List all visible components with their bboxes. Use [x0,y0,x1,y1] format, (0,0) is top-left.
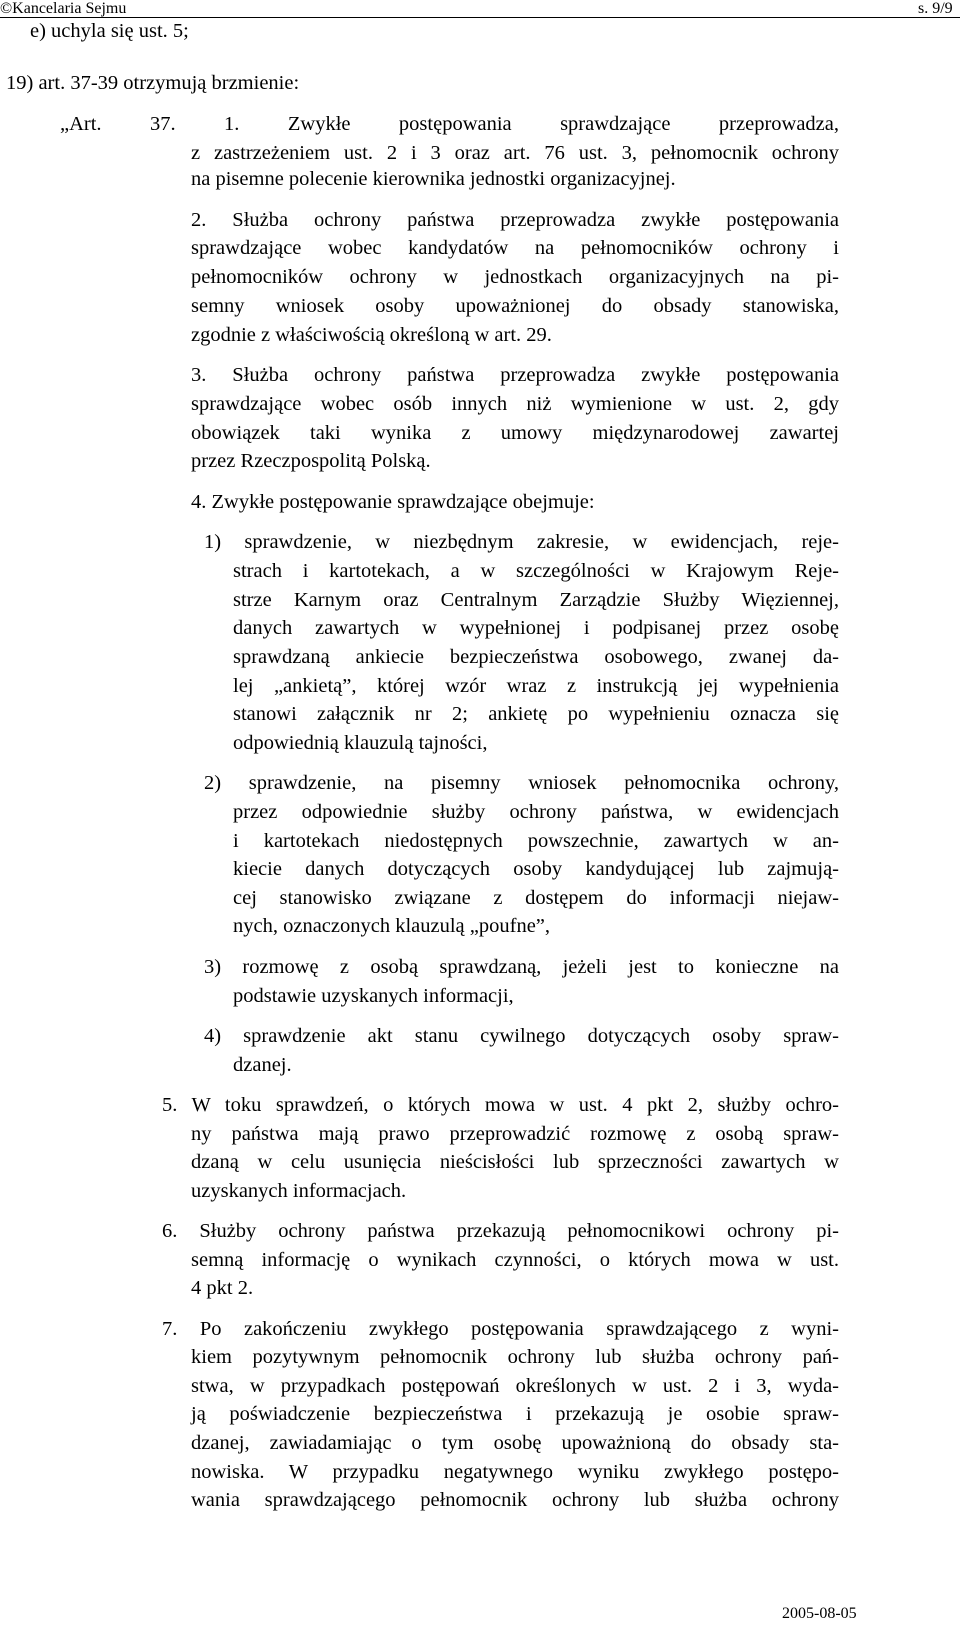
art37-para1-line1: „Art. 37. 1. Zwykłe postępowania sprawdzające przeprowadza, [60,113,839,135]
art37-para5-line2: ny państwa mają prawo przeprowadzić rozmowę z osobą spraw- [191,1123,839,1145]
art37-para7-line2: kiem pozytywnym pełnomocnik ochrony lub służba ochrony pań- [191,1346,839,1368]
art37-para7-line1: 7. Po zakończeniu zwykłego postępowania sprawdzającego z wyni- [162,1318,839,1340]
art37-para7-line5: dzanej, zawiadamiając o tym osobę upoważnioną do obsady sta- [191,1432,839,1454]
footer-date: 2005-08-05 [782,1605,857,1622]
point2-line6: nych, oznaczonych klauzulą „poufne”, [233,915,551,937]
point2-line2: przez odpowiednie służby ochrony państwa, w ewidencjach [233,801,839,823]
point3-line2: podstawie uzyskanych informacji, [233,985,514,1007]
art37-para7-line6: nowiska. W przypadku negatywnego wyniku zwykłego postępo- [191,1461,839,1483]
point2-line1: 2) sprawdzenie, na pisemny wniosek pełnomocnika ochrony, [204,772,839,794]
point4-line2: dzanej. [233,1054,292,1076]
point2-line5: cej stanowisko związane z dostępem do informacji niejaw- [233,887,839,909]
point1-line1: 1) sprawdzenie, w niezbędnym zakresie, w ewidencjach, reje- [204,531,839,553]
art37-para2-line3: pełnomocników ochrony w jednostkach organizacyjnych na pi- [191,266,839,288]
art37-para3-line1: 3. Służba ochrony państwa przeprowadza zwykłe postępowania [191,364,839,386]
art37-para6-line3: 4 pkt 2. [191,1277,254,1299]
art37-para2-line1: 2. Służba ochrony państwa przeprowadza zwykłe postępowania [191,209,839,231]
amendment-point-19: 19) art. 37-39 otrzymują brzmienie: [6,72,300,94]
art37-para3-line2: sprawdzające wobec osób innych niż wymienione w ust. 2, gdy [191,393,839,415]
art37-para2-line2: sprawdzające wobec kandydatów na pełnomocników ochrony i [191,237,839,259]
point1-line2: strach i kartotekach, a w szczególności w Krajowym Reje- [233,560,839,582]
header-source: ©Kancelaria Sejmu [0,0,127,17]
point1-line5: sprawdzaną ankiecie bezpieczeństwa osobowego, zwanej da- [233,646,839,668]
art37-para4-intro: 4. Zwykłe postępowanie sprawdzające obejmuje: [191,491,595,513]
art37-para7-line3: stwa, w przypadkach postępowań określonych w ust. 2 i 3, wyda- [191,1375,839,1397]
art37-para1-line2: z zastrzeżeniem ust. 2 i 3 oraz art. 76 ust. 3, pełnomocnik ochrony [191,142,839,164]
point3-line1: 3) rozmowę z osobą sprawdzaną, jeżeli jest to konieczne na [204,956,839,978]
art37-para7-line4: ją poświadczenie bezpieczeństwa i przekazują je osobie spraw- [191,1403,839,1425]
page-number: s. 9/9 [918,0,953,17]
art37-para6-line2: semną informację o wynikach czynności, o których mowa w ust. [191,1249,839,1271]
amendment-point-e: e) uchyla się ust. 5; [30,20,189,42]
point1-line4: danych zawartych w wypełnionej i podpisanej przez osobę [233,617,839,639]
art37-para5-line1: 5. W toku sprawdzeń, o których mowa w ust. 4 pkt 2, służby ochro- [162,1094,839,1116]
art37-para7-line7: wania sprawdzającego pełnomocnik ochrony lub służba ochrony [191,1489,839,1511]
art37-para3-line3: obowiązek taki wynika z umowy międzynarodowej zawartej [191,422,839,444]
point1-line7: stanowi załącznik nr 2; ankietę po wypełnieniu oznacza się [233,703,839,725]
art37-para5-line3: dzaną w celu usunięcia nieścisłości lub sprzeczności zawartych w [191,1151,839,1173]
art37-para1-line3: na pisemne polecenie kierownika jednostki organizacyjnej. [191,168,676,190]
art37-para2-line4: semny wniosek osoby upoważnionej do obsady stanowiska, [191,295,839,317]
art37-para5-line4: uzyskanych informacjach. [191,1180,407,1202]
point4-line1: 4) sprawdzenie akt stanu cywilnego dotyczących osoby spraw- [204,1025,839,1047]
point1-line6: lej „ankietą”, której wzór wraz z instrukcją jej wypełnienia [233,675,839,697]
point1-line8: odpowiednią klauzulą tajności, [233,732,488,754]
art37-para6-line1: 6. Służby ochrony państwa przekazują pełnomocnikowi ochrony pi- [162,1220,839,1242]
art37-para3-line4: przez Rzeczpospolitą Polską. [191,450,431,472]
art37-para2-line5: zgodnie z właściwością określoną w art. 29. [191,324,552,346]
point2-line3: i kartotekach niedostępnych powszechnie, zawartych w an- [233,830,839,852]
point2-line4: kiecie danych dotyczących osoby kandydującej lub zajmują- [233,858,839,880]
point1-line3: strze Karnym oraz Centralnym Zarządzie Służby Więziennej, [233,589,839,611]
